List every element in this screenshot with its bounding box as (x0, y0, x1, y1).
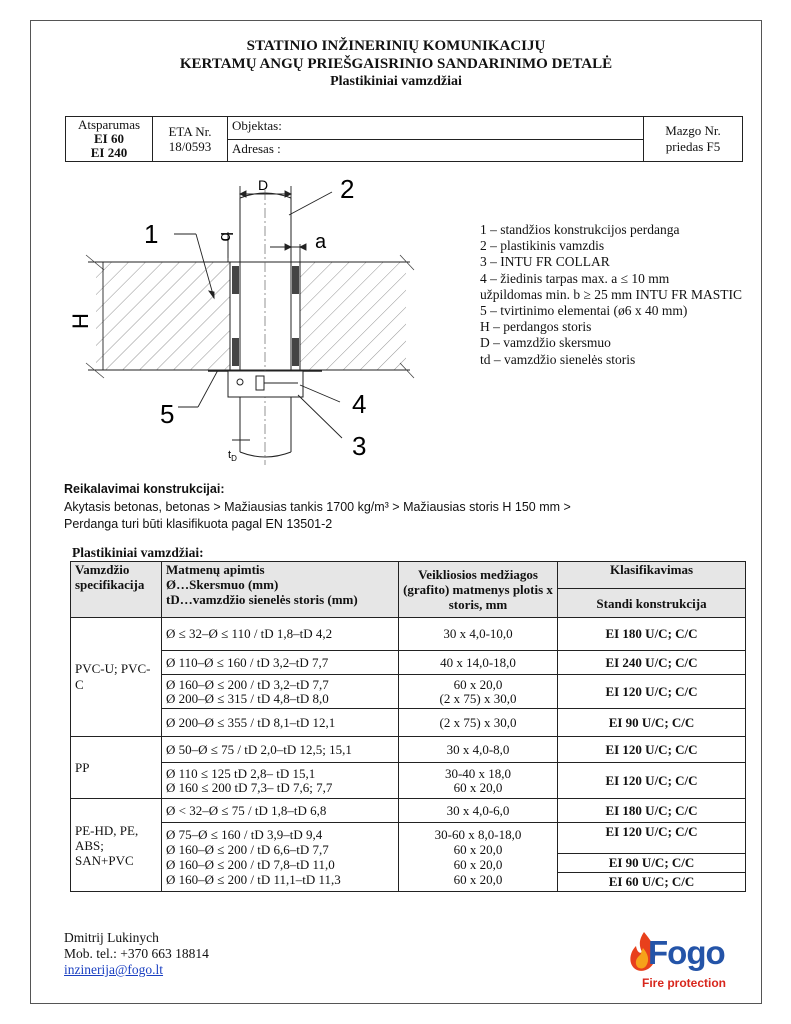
node-value: priedas F5 (665, 139, 721, 154)
legend-item: D – vamzdžio skersmuo (480, 335, 611, 351)
address-label: Adresas : (232, 140, 281, 156)
material-line: (2 x 75) x 30,0 (439, 690, 517, 706)
spec-cell: PE-HD, PE, ABS; SAN+PVC (71, 799, 162, 892)
legend-item: užpildomas min. b ≥ 25 mm INTU FR MASTIC (480, 286, 743, 302)
class-line: EI 60 U/C; C/C (608, 874, 695, 889)
class-cell: EI 240 U/C; C/C (558, 651, 746, 675)
range-line: Ø 160 ≤ 200 tD 7,3– tD 7,6; 7,7 (166, 779, 333, 795)
legend-item: H – perdangos storis (480, 319, 592, 335)
range-line: Ø 200–Ø ≤ 315 / tD 4,8–tD 8,0 (166, 690, 329, 706)
table-row (71, 618, 746, 651)
range-cell: Ø ≤ 32–Ø ≤ 110 / tD 1,8–tD 4,2 (162, 618, 399, 651)
material-cell (399, 675, 558, 709)
eta-value: 18/0593 (168, 139, 212, 154)
dim-a-label: a (315, 231, 327, 253)
requirements-line: Perdanga turi būti klasifikuota pagal EN 13501-2 (64, 517, 333, 531)
class-line: EI 90 U/C; C/C (558, 854, 745, 873)
requirements-line: Akytasis betonas, betonas > Mažiausias tankis 1700 kg/m³ > Mažiausias storis H 150 mm > (64, 499, 571, 514)
dim-D-label: D (258, 177, 269, 193)
material-cell: 30 x 4,0-10,0 (399, 618, 558, 651)
pipe-table (70, 561, 746, 892)
material-line: 30-40 x 18,0 (444, 765, 512, 781)
table-row (71, 709, 746, 737)
contact-name: Dmitrij Lukinych (64, 930, 159, 945)
class-cell: EI 90 U/C; C/C (558, 709, 746, 737)
legend-item: 4 – žiedinis tarpas max. a ≤ 10 mm (480, 270, 670, 286)
dim-td-label: $t_D$ (228, 449, 237, 463)
col-material-header: Veikliosios medžiagos (grafito) matmenys plotis x storis, mm (399, 562, 558, 618)
logo-tagline: Fire protection (642, 976, 727, 990)
range-cell: Ø < 32–Ø ≤ 75 / tD 1,8–tD 6,8 (162, 799, 399, 823)
resistance-ei240: EI 240 (90, 145, 128, 160)
range-cell: Ø 200–Ø ≤ 355 / tD 8,1–tD 12,1 (162, 709, 399, 737)
material-line: 30-60 x 8,0-18,0 (434, 827, 522, 842)
callout-2: 2 (340, 174, 355, 204)
range-cell: Ø 110–Ø ≤ 160 / tD 3,2–tD 7,7 (162, 651, 399, 675)
range-header-line: tD…vamzdžio sienelės storis (mm) (166, 592, 358, 607)
material-line: 60 x 20,0 (453, 857, 503, 872)
table-row (71, 651, 746, 675)
material-cell: 30 x 4,0-8,0 (399, 737, 558, 763)
callout-5: 5 (160, 399, 175, 429)
range-header-line: Ø…Skersmuo (mm) (166, 577, 279, 592)
resistance-ei60: EI 60 (94, 131, 124, 146)
object-label: Objektas: (232, 118, 282, 133)
slab (86, 255, 414, 378)
mastic-fill (232, 266, 299, 366)
table-row (71, 799, 746, 823)
pipe (240, 190, 291, 465)
class-line: EI 120 U/C; C/C (558, 823, 745, 854)
contact-email-link[interactable]: inzinerija@fogo.lt (64, 962, 164, 977)
range-line: Ø 160–Ø ≤ 200 / tD 3,2–tD 7,7 (166, 676, 329, 692)
material-line: 60 x 20,0 (453, 676, 503, 692)
class-cell: EI 120 U/C; C/C (558, 763, 746, 799)
range-cell: Ø 50–Ø ≤ 75 / tD 2,0–tD 12,5; 15,1 (162, 737, 399, 763)
range-cell (162, 763, 399, 799)
range-line: Ø 160–Ø ≤ 200 / tD 6,6–tD 7,7 (166, 842, 329, 857)
class-cell (558, 823, 746, 892)
col-range-header (162, 562, 399, 618)
material-cell (399, 763, 558, 799)
spec-cell: PVC-U; PVC-C (71, 618, 162, 737)
class-cell: EI 180 U/C; C/C (558, 618, 746, 651)
page-subtitle: KERTAMŲ ANGŲ PRIEŠGAISRINIO SANDARINIMO DETALĖ (179, 56, 613, 72)
legend-item: 5 – tvirtinimo elementai (ø6 x 40 mm) (480, 303, 688, 319)
material-line: 60 x 20,0 (453, 872, 503, 887)
material-cell: (2 x 75) x 30,0 (399, 709, 558, 737)
eta-label: ETA Nr. (168, 124, 212, 139)
callout-1: 1 (144, 219, 159, 249)
fr-collar (208, 371, 322, 397)
range-header-line: Matmenų apimtis (166, 562, 265, 577)
requirements (64, 481, 571, 534)
spec-cell: PP (71, 737, 162, 799)
col-class-subheader: Standi konstrukcija (558, 589, 746, 618)
resistance-label: Atsparumas (77, 117, 141, 132)
range-cell (162, 675, 399, 709)
table-row (71, 763, 746, 799)
range-line: Ø 110 ≤ 125 tD 2,8– tD 15,1 (166, 765, 316, 781)
table-row (71, 737, 746, 763)
dim-H-label: H (68, 313, 93, 329)
contact-phone: Mob. tel.: +370 663 18814 (64, 946, 209, 961)
material-cell (399, 823, 558, 892)
table-caption: Plastikiniai vamzdžiai: (72, 545, 204, 560)
legend-item: 3 – INTU FR COLLAR (480, 254, 610, 270)
callout-4: 4 (352, 389, 367, 419)
dim-b-label: b (217, 232, 236, 242)
col-class-header: Klasifikavimas (558, 562, 746, 589)
requirements-heading: Reikalavimai konstrukcijai: (64, 482, 225, 496)
page-subtitle-2: Plastikiniai vamzdžiai (330, 74, 462, 89)
class-cell: EI 120 U/C; C/C (558, 737, 746, 763)
class-cell: EI 120 U/C; C/C (558, 675, 746, 709)
legend (480, 222, 742, 368)
logo-wordmark: Fogo (648, 934, 725, 971)
node-label: Mazgo Nr. (665, 123, 721, 138)
callout-3: 3 (352, 431, 367, 461)
page-title: STATINIO INŽINERINIŲ KOMUNIKACIJŲ (246, 38, 546, 54)
legend-item: 1 – standžios konstrukcijos perdanga (480, 222, 680, 237)
range-line: Ø 160–Ø ≤ 200 / tD 11,1–tD 11,3 (166, 872, 341, 887)
fogo-logo (626, 928, 748, 994)
material-cell: 40 x 14,0-18,0 (399, 651, 558, 675)
col-spec-header: Vamzdžio specifikacija (71, 562, 162, 618)
class-cell: EI 180 U/C; C/C (558, 799, 746, 823)
material-line: 60 x 20,0 (453, 842, 503, 857)
range-line: Ø 160–Ø ≤ 200 / tD 7,8–tD 11,0 (166, 857, 335, 872)
range-line: Ø 75–Ø ≤ 160 / tD 3,9–tD 9,4 (166, 827, 323, 842)
legend-item: 2 – plastikinis vamzdis (480, 238, 605, 254)
table-row (71, 823, 746, 892)
contact-block (64, 930, 209, 978)
range-cell (162, 823, 399, 892)
material-line: 60 x 20,0 (453, 779, 503, 795)
table-row (71, 675, 746, 709)
legend-item: td – vamzdžio sienelės storis (480, 351, 636, 367)
material-cell: 30 x 4,0-6,0 (399, 799, 558, 823)
